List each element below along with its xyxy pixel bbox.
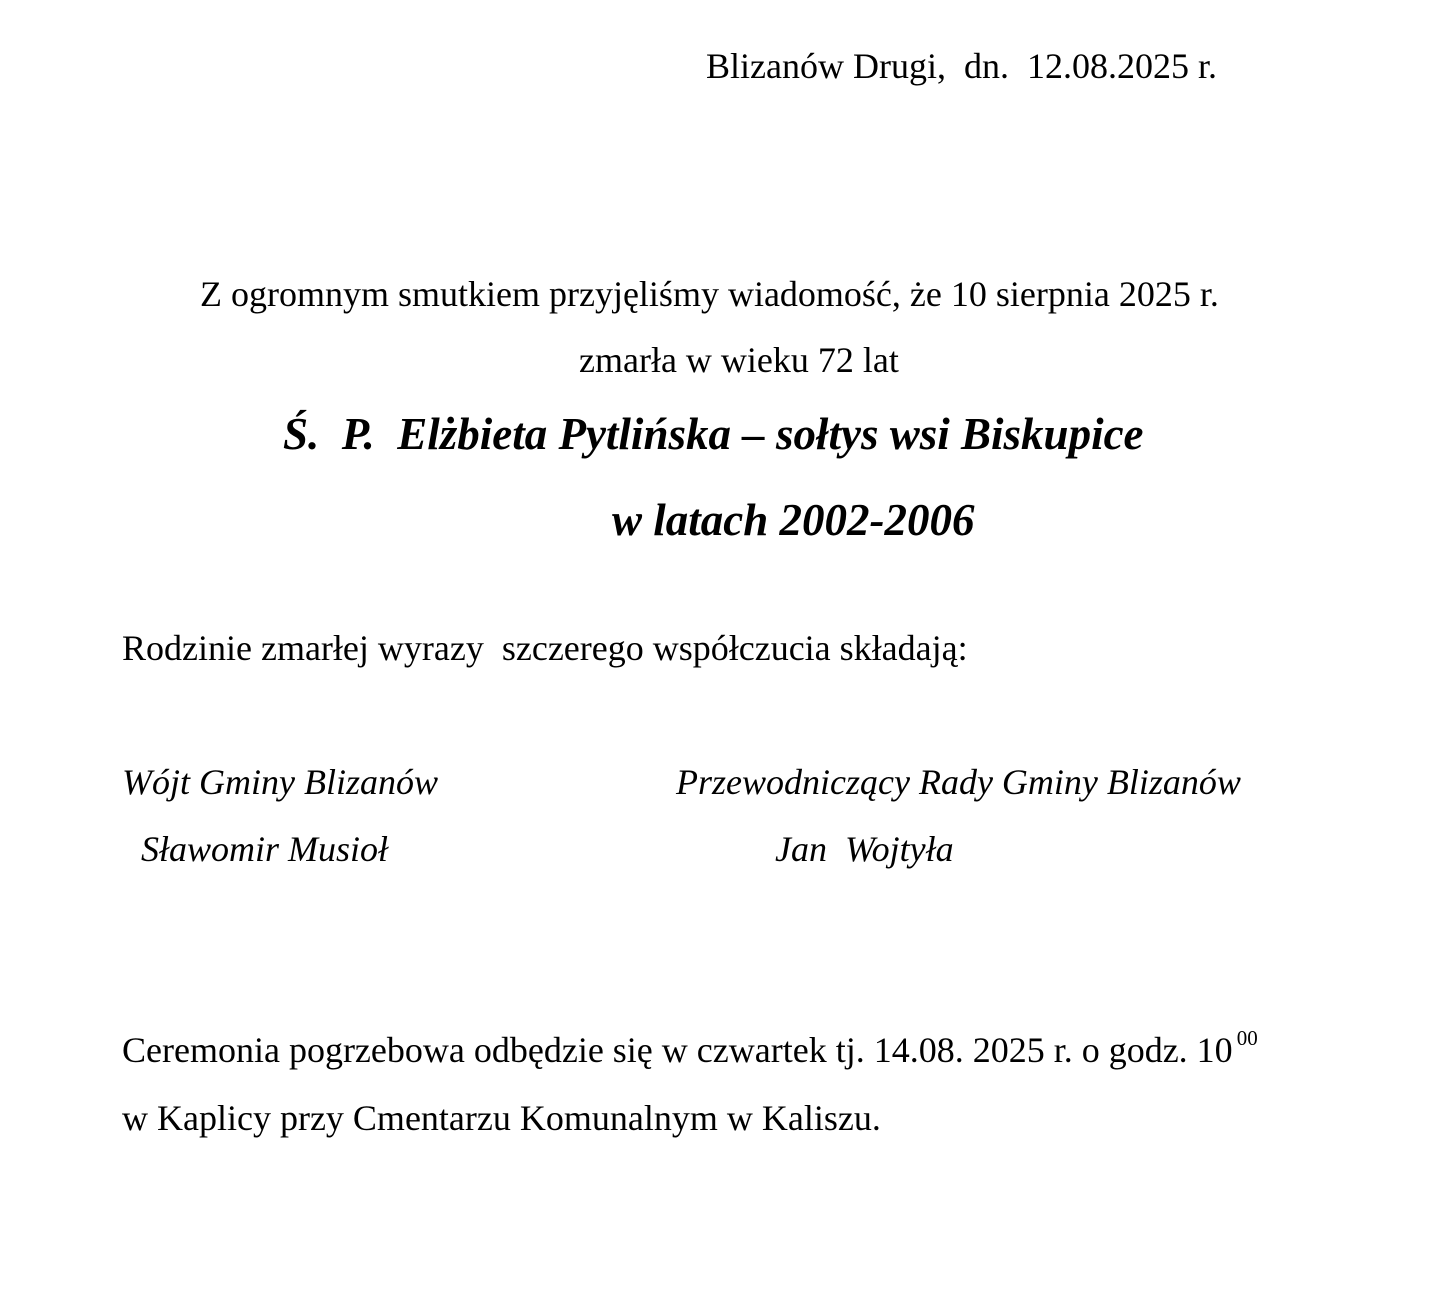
deceased-years-line: w latach 2002-2006: [612, 495, 975, 545]
right-signatory-title: Przewodniczący Rady Gminy Blizanów: [676, 762, 1241, 802]
left-signatory-name: Sławomir Musioł: [141, 829, 389, 869]
announcement-line-1: Z ogromnym smutkiem przyjęliśmy wiadomość, że 10 sierpnia 2025 r.: [200, 274, 1219, 314]
condolence-text: Rodzinie zmarłej wyrazy szczerego współczucia składają:: [122, 628, 968, 668]
funeral-line-1-text: Ceremonia pogrzebowa odbędzie się w czwartek tj. 14.08. 2025 r. o godz. 10: [122, 1030, 1233, 1070]
funeral-line-1: [122, 1026, 1258, 1070]
funeral-time-minutes: 00: [1236, 1026, 1258, 1050]
place-date: Blizanów Drugi, dn. 12.08.2025 r.: [706, 46, 1217, 86]
left-signatory-title: Wójt Gminy Blizanów: [122, 762, 438, 802]
deceased-name-line: Ś. P. Elżbieta Pytlińska – sołtys wsi Biskupice: [283, 409, 1144, 459]
right-signatory-name: Jan Wojtyła: [775, 829, 954, 869]
announcement-line-2: zmarła w wieku 72 lat: [579, 340, 899, 380]
funeral-line-2: w Kaplicy przy Cmentarzu Komunalnym w Kaliszu.: [122, 1098, 881, 1138]
